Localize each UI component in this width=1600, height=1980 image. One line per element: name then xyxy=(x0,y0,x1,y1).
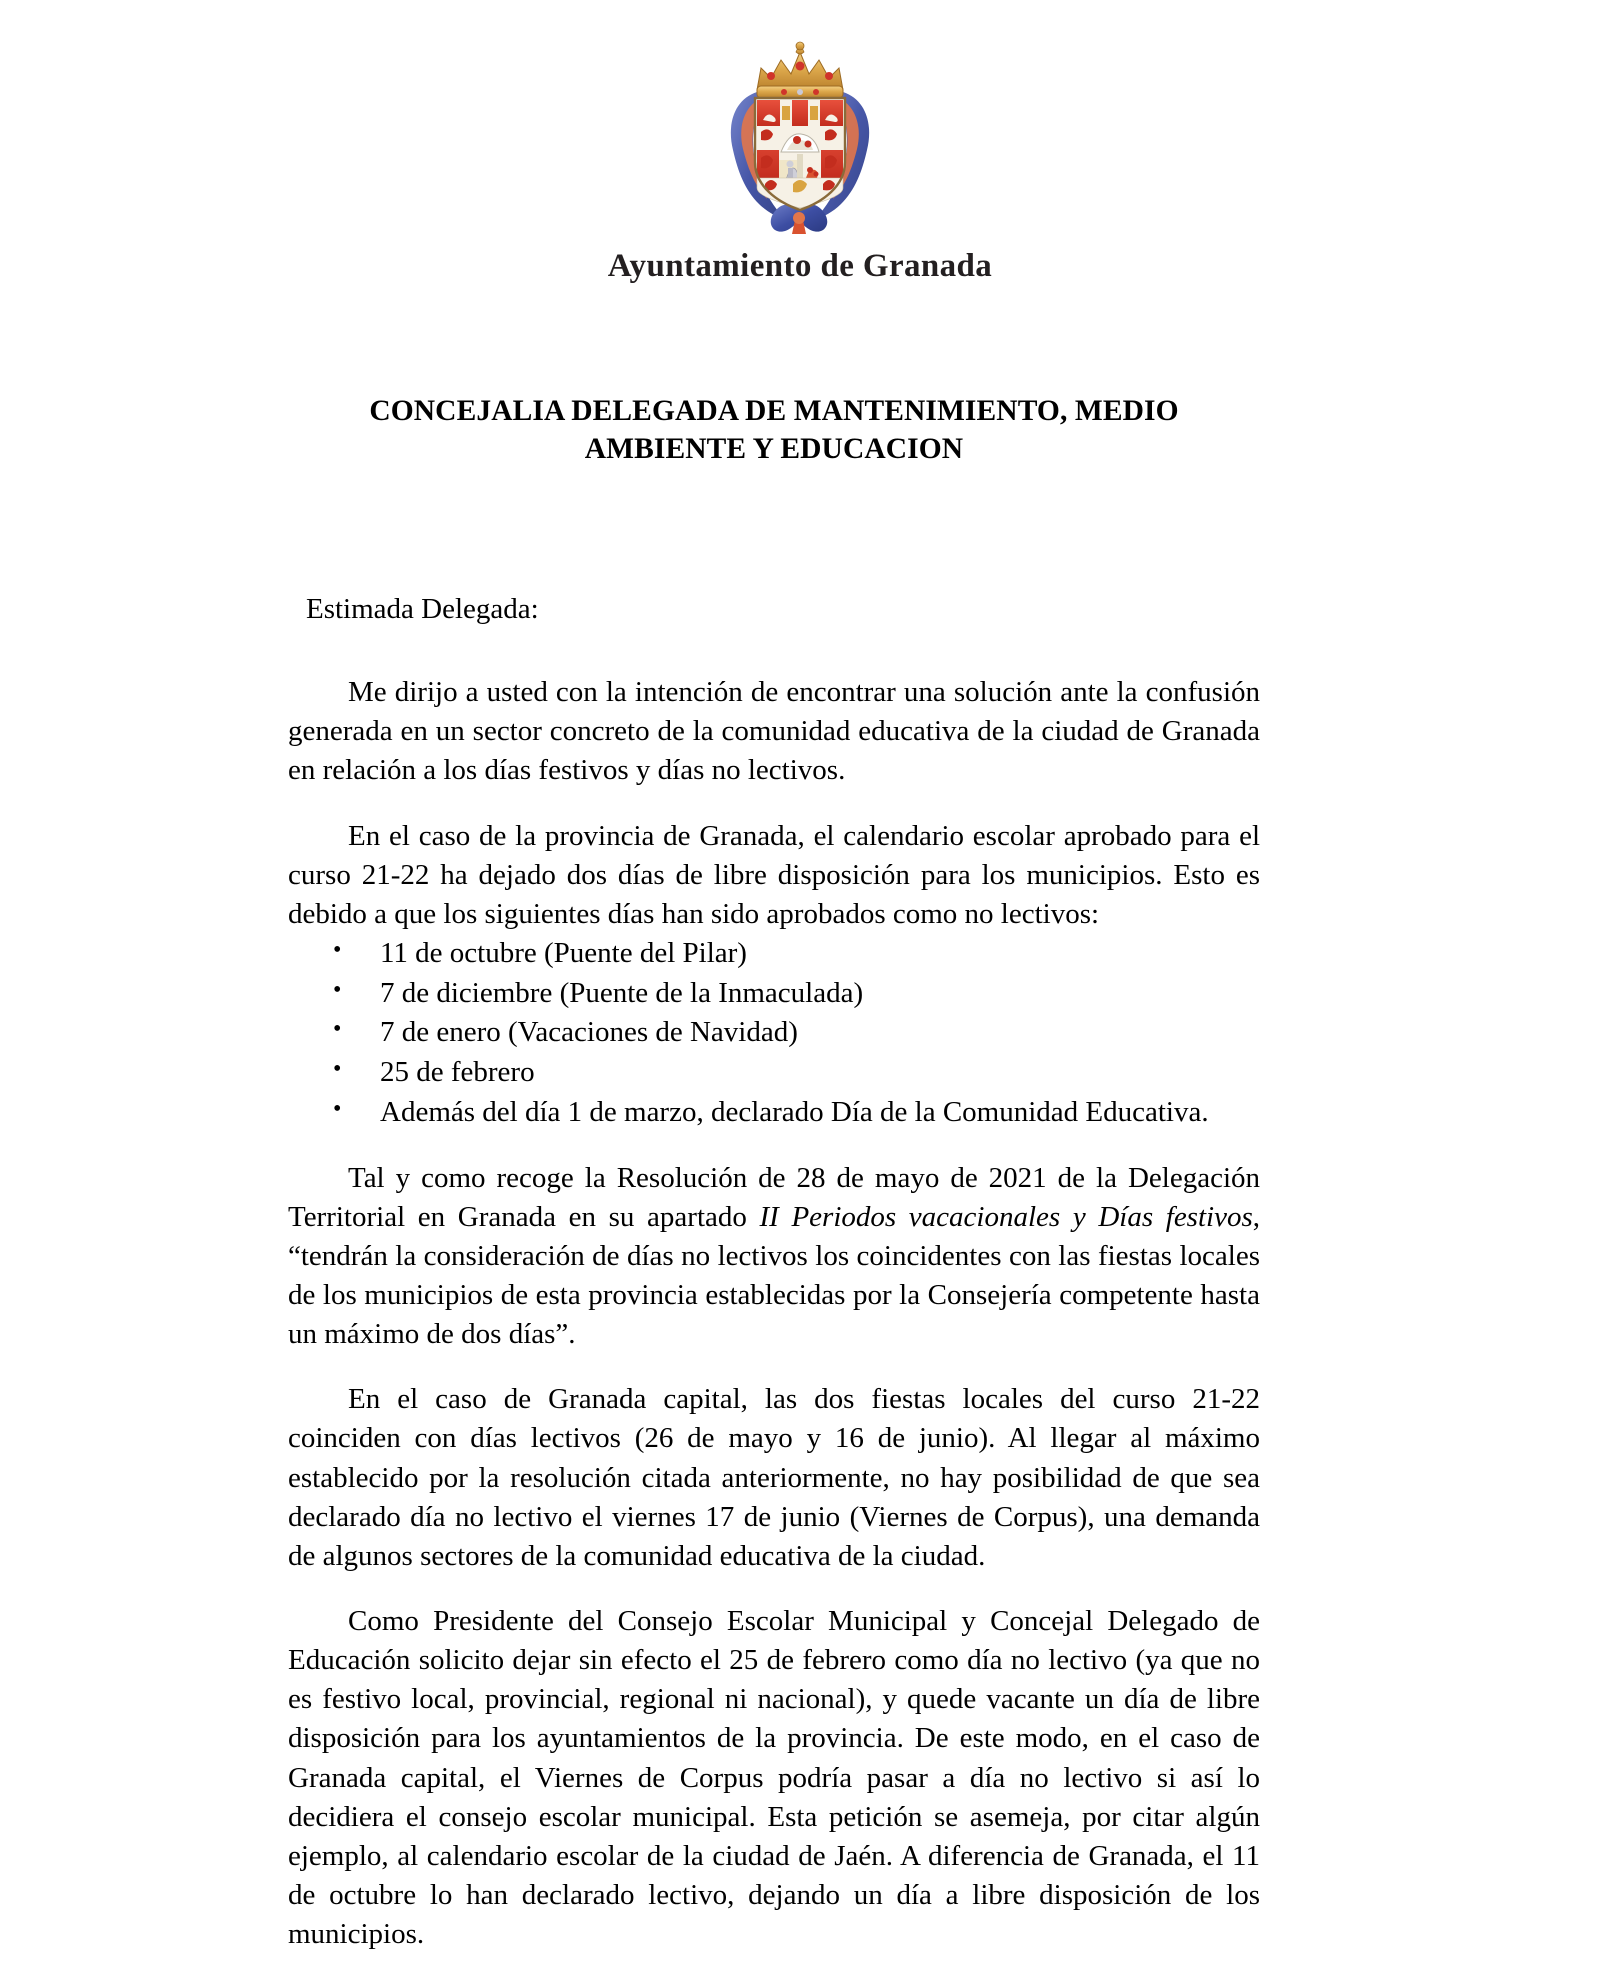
list-item-label: 11 de octubre (Puente del Pilar) xyxy=(380,936,747,969)
page-title xyxy=(288,392,1260,469)
list-item xyxy=(288,1013,1260,1053)
paragraph-4: En el caso de Granada capital, las dos fiestas locales del curso 21-22 coinciden con días lectivos (26 de mayo y 16 de junio). Al llegar al máximo establecido por la resolución citada anteriormente, no hay posibilidad de que sea declarado día no lectivo el viernes 17 de junio (Viernes de Corpus), una demanda de algunos sectores de la comunidad educativa de la ciudad. xyxy=(288,1383,1260,1572)
non-teaching-days-list xyxy=(288,934,1260,1133)
list-item xyxy=(288,1053,1260,1093)
crest-container xyxy=(0,34,1600,234)
bullet-icon: • xyxy=(333,1056,342,1083)
bullet-icon: • xyxy=(333,976,342,1003)
paragraph-3 xyxy=(288,1159,1260,1355)
organization-name: Ayuntamiento de Granada xyxy=(607,248,993,284)
list-item-label: 7 de diciembre (Puente de la Inmaculada) xyxy=(380,976,864,1009)
paragraph-3-text-before-citation: Tal y como recoge la Resolución de 28 de mayo de 2021 de la Delegación Territorial en Granada en su apartado xyxy=(288,1161,1260,1233)
list-item-label: 25 de febrero xyxy=(380,1056,535,1089)
granada-coat-of-arms-icon xyxy=(711,34,889,234)
paragraph-2: En el caso de la provincia de Granada, el calendario escolar aprobado para el curso 21-22 ha dejado dos días de libre disposición para los municipios. Esto es debido a que los siguientes días han sido aprobados como no lectivos: xyxy=(288,819,1260,930)
bullet-icon: • xyxy=(333,1016,342,1043)
list-item xyxy=(288,934,1260,974)
page-title-line-1: CONCEJALIA DELEGADA DE MANTENIMIENTO, MEDIO AMBIENTE xyxy=(369,395,1179,466)
paragraph-1: Me dirijo a usted con la intención de encontrar una solución ante la confusión generada en un sector concreto de la comunidad educativa de la ciudad de Granada en relación a los días festivos y días no lectivos. xyxy=(288,676,1260,787)
paragraph-3-text-after-citation: , “tendrán la consideración de días no lectivos los coincidentes con las fiestas locales de los municipios de esta provincia establecidas por la Consejería competente hasta un máximo de dos días”. xyxy=(288,1200,1260,1351)
list-item xyxy=(288,1093,1260,1133)
list-item-label: Además del día 1 de marzo, declarado Día de la Comunidad Educativa. xyxy=(380,1095,1209,1128)
list-item-label: 7 de enero (Vacaciones de Navidad) xyxy=(380,1016,798,1049)
paragraph-5: Como Presidente del Consejo Escolar Municipal y Concejal Delegado de Educación solicito dejar sin efecto el 25 de febrero como día no lectivo (ya que no es festivo local, provincial, regional ni nacional), y quede vacante un día de libre disposición para los ayuntamientos de la provincia. De este modo, en el caso de Granada capital, el Viernes de Corpus podría pasar a día no lectivo si así lo decidiera el consejo escolar municipal. Esta petición se asemeja, por citar algún ejemplo, al calendario escolar de la ciudad de Jaén. A diferencia de Granada, el 11 de octubre lo han declarado lectivo, dejando un día a libre disposición de los municipios. xyxy=(288,1604,1260,1951)
list-item xyxy=(288,974,1260,1014)
letterhead xyxy=(0,0,1600,285)
resolution-section-citation: II Periodos vacacionales y Días festivos xyxy=(759,1200,1253,1233)
letter-body xyxy=(288,590,1260,1980)
salutation: Estimada Delegada: xyxy=(306,593,539,625)
bullet-icon: • xyxy=(333,1095,342,1122)
page-title-line-2: Y EDUCACION xyxy=(752,433,964,466)
bullet-icon: • xyxy=(333,936,342,963)
